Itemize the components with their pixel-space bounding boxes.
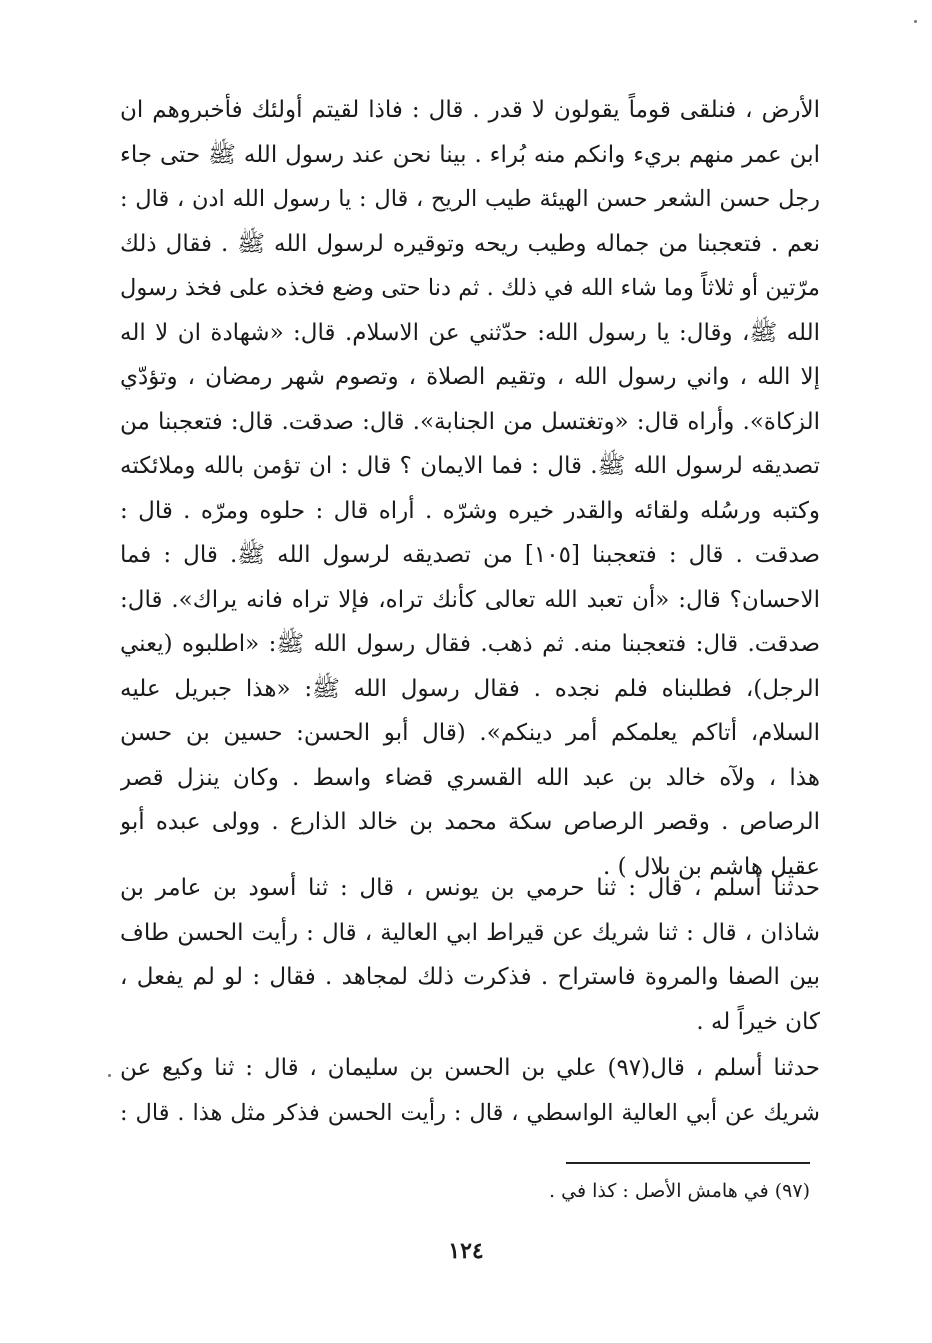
text-line: شاذان ، قال : ثنا شريك عن قيراط ابي العالية ، قال : رأيت الحسن طاف [120,919,820,946]
text-line: رجل حسن الشعر حسن الهيئة طيب الريح ، قال : يا رسول الله ادن ، قال : [120,186,820,212]
text-line: الاحسان؟ قال: «أن تعبد الله تعالى كأنك تراه، فإلا تراه فانه يراك». قال: [120,586,820,613]
text-line: مرّتين أو ثلاثاً وما شاء الله في ذلك . ثم دنا حتى وضع فخذه على فخذ رسول [120,275,820,301]
scan-speck [108,1074,111,1077]
text-line: حدثنا أسلم ، قال : ثنا حرمي بن يونس ، قال : ثنا أسود بن عامر بن [120,875,820,901]
footnote: (٩٧) في هامش الأصل : كذا في . [549,1180,810,1202]
text-line: الأرض ، فنلقى قوماً يقولون لا قدر . قال : فاذا لقيتم أولئك فأخبروهم ان [120,97,820,123]
text-line: إلا الله ، واني رسول الله ، وتقيم الصلاة ، وتصوم شهر رمضان ، وتؤدّي [120,364,820,390]
paragraph-aslam-ali [120,1046,820,1135]
text-line: كان خيراً له . [696,1008,820,1035]
text-line: تصديقه لرسول الله ﷺ. قال : فما الايمان ؟ قال : ان تؤمن بالله وملائكته [120,453,820,479]
text-line: صدقت . قال : فتعجبنا [١٠٥] من تصديقه لرسول الله ﷺ. قال : فما [120,542,820,568]
text-line: الزكاة». وأراه قال: «وتغتسل من الجنابة». قال: صدقت. قال: فتعجبنا من [120,408,820,435]
text-line: السلام، أتاكم يعلمكم أمر دينكم». (قال أبو الحسن: حسين بن حسن [120,720,820,746]
text-line: نعم . فتعجبنا من جماله وطيب ريحه وتوقيره لرسول الله ﷺ . فقال ذلك [120,230,820,257]
paragraph-hadith-jibril [120,88,820,889]
text-line: الرصاص . وقصر الرصاص سكة محمد بن خالد الذارع . وولى عبده أبو [120,809,820,835]
text-line: الرجل)، فطلبناه فلم نجده . فقال رسول الله ﷺ: «هذا جبريل عليه [120,675,820,702]
text-line: وكتبه ورسُله ولقائه والقدر خيره وشرّه . أراه قال : حلوه ومرّه . قال : [120,497,820,524]
text-line: حدثنا أسلم ، قال(٩٧) علي بن الحسن بن سليمان ، قال : ثنا وكيع عن [120,1055,820,1081]
text-line: بين الصفا والمروة فاستراح . فذكرت ذلك لمجاهد . فقال : لو لم يفعل ، [120,964,820,990]
text-line: صدقت. قال: فتعجبنا منه. ثم ذهب. فقال رسول الله ﷺ: «اطلبوه (يعني [120,631,820,657]
paragraph-aslam-harami [120,866,820,1044]
text-line: ابن عمر منهم بريء وانكم منه بُراء . بينا نحن عند رسول الله ﷺ حتى جاء [120,141,820,168]
scan-speck [914,20,917,23]
text-line: هذا ، ولآه خالد بن عبد الله القسري قضاء واسط . وكان ينزل قصر [120,764,820,791]
text-line: شريك عن أبي العالية الواسطي ، قال : رأيت الحسن فذكر مثل هذا . قال : [120,1099,820,1126]
text-line: الله ﷺ، وقال: يا رسول الله: حدّثني عن الاسلام. قال: «شهادة ان لا اله [120,319,820,346]
footnote-divider [566,1162,810,1164]
page-number: ١٢٤ [448,1238,484,1264]
text-line: عقيل هاشم بن بلال ) . [602,853,820,880]
